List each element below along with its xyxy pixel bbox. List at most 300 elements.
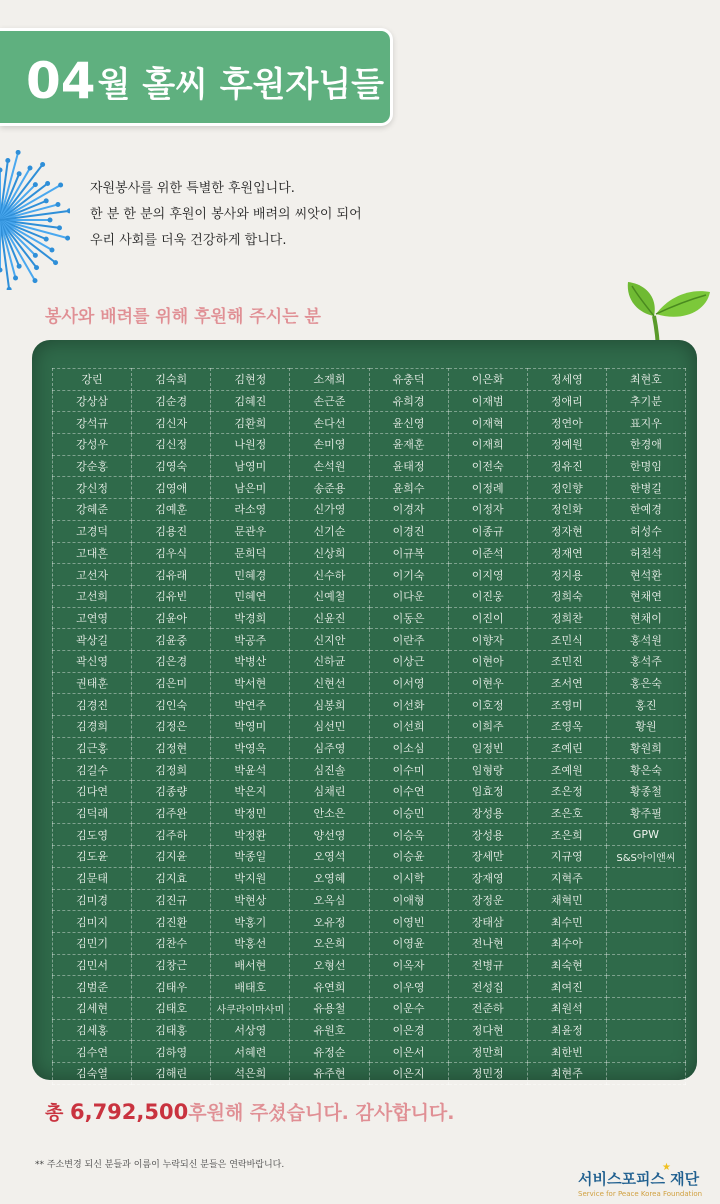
donor-name-cell: 김은미	[132, 672, 211, 694]
table-row	[53, 542, 686, 564]
donor-name-cell: 박경희	[211, 607, 290, 629]
donor-name-cell: 고연영	[53, 607, 132, 629]
donor-name-cell: 남영미	[211, 455, 290, 477]
donor-name-cell: 신하균	[290, 650, 369, 672]
table-row	[53, 1019, 686, 1041]
donor-name-cell: 홍은숙	[606, 672, 685, 694]
donor-name-cell: 심봉희	[290, 694, 369, 716]
table-row	[53, 369, 686, 391]
donor-name-cell: 유희경	[369, 390, 448, 412]
donor-name-cell: 김주완	[132, 802, 211, 824]
donor-name-cell: 장재영	[448, 867, 527, 889]
table-row	[53, 1063, 686, 1085]
donor-name-cell: 윤재훈	[369, 434, 448, 456]
logo-english-name: Service for Peace Korea Foundation	[578, 1190, 703, 1198]
table-row	[53, 607, 686, 629]
donor-name-cell	[606, 1019, 685, 1041]
table-row	[53, 499, 686, 521]
intro-line: 자원봉사를 위한 특별한 후원입니다.	[90, 181, 295, 196]
table-row	[53, 867, 686, 889]
donor-name-cell: 지혁주	[527, 867, 606, 889]
donor-name-cell: 배태호	[211, 976, 290, 998]
donor-name-cell: 석은희	[211, 1063, 290, 1085]
donor-name-cell: 정지용	[527, 564, 606, 586]
donor-name-cell: 정예원	[527, 434, 606, 456]
donor-name-cell: 이지영	[448, 564, 527, 586]
table-row	[53, 629, 686, 651]
donor-name-cell: 이승윤	[369, 846, 448, 868]
donor-name-cell: 박정민	[211, 802, 290, 824]
donor-name-cell: 황원	[606, 716, 685, 738]
donor-name-cell: 김윤아	[132, 607, 211, 629]
donor-name-cell: 신현선	[290, 672, 369, 694]
donor-name-cell: 정애리	[527, 390, 606, 412]
donor-name-cell: 정인향	[527, 477, 606, 499]
donor-name-cell: 한병길	[606, 477, 685, 499]
donor-name-cell: 김창근	[132, 954, 211, 976]
donor-name-cell: 임효정	[448, 781, 527, 803]
donor-name-cell: 김찬수	[132, 932, 211, 954]
donor-name-cell: 오영혜	[290, 867, 369, 889]
donor-name-cell: 이향자	[448, 629, 527, 651]
donor-name-cell	[606, 976, 685, 998]
page-title	[26, 52, 384, 110]
donor-name-cell: 지규영	[527, 846, 606, 868]
donor-name-cell: 정만희	[448, 1041, 527, 1063]
donor-name-cell: 오옥심	[290, 889, 369, 911]
donor-name-cell	[606, 1041, 685, 1063]
donor-name-cell: 안소은	[290, 802, 369, 824]
donor-name-cell: 정민정	[448, 1063, 527, 1085]
donor-name-cell: 박현상	[211, 889, 290, 911]
donor-name-cell: 박홍선	[211, 932, 290, 954]
donor-name-cell: 이현아	[448, 650, 527, 672]
donor-name-cell: 곽상길	[53, 629, 132, 651]
donor-name-cell	[606, 867, 685, 889]
donor-name-cell: 김신정	[132, 434, 211, 456]
donor-name-cell: 김환희	[211, 412, 290, 434]
donor-name-cell: 이정자	[448, 499, 527, 521]
donor-name-cell: 윤희수	[369, 477, 448, 499]
table-row	[53, 997, 686, 1019]
donor-name-cell: 조은정	[527, 781, 606, 803]
donor-name-cell: 최수민	[527, 911, 606, 933]
donor-name-cell: 김진환	[132, 911, 211, 933]
donor-name-cell: 정세영	[527, 369, 606, 391]
donor-name-cell: 임형랑	[448, 759, 527, 781]
donor-name-cell: 김민기	[53, 932, 132, 954]
donor-name-cell: 사쿠라이마사미	[211, 997, 290, 1019]
donor-name-cell: 심선민	[290, 716, 369, 738]
donor-name-cell: 박공주	[211, 629, 290, 651]
donor-name-cell: 황종철	[606, 781, 685, 803]
donor-name-cell	[606, 997, 685, 1019]
table-row	[53, 390, 686, 412]
donor-name-cell: 김숙열	[53, 1063, 132, 1085]
dandelion-seed-illustration	[0, 150, 70, 290]
donor-name-cell: 이영윤	[369, 932, 448, 954]
table-row	[53, 802, 686, 824]
donor-name-cell: 이란주	[369, 629, 448, 651]
donor-name-cell: 손근준	[290, 390, 369, 412]
donor-name-cell: 박영옥	[211, 737, 290, 759]
donor-name-cell: 표지우	[606, 412, 685, 434]
donor-name-cell: 한예경	[606, 499, 685, 521]
donor-name-cell: 유충덕	[369, 369, 448, 391]
donor-name-cell: 김정은	[132, 716, 211, 738]
donor-name-cell: 김순경	[132, 390, 211, 412]
donor-name-cell: 양선영	[290, 824, 369, 846]
donor-names-table	[52, 368, 686, 1085]
donor-name-cell: 장성용	[448, 824, 527, 846]
donor-name-cell: 김경희	[53, 716, 132, 738]
donor-name-cell: 강린	[53, 369, 132, 391]
donor-name-cell: 신윤진	[290, 607, 369, 629]
donor-name-cell: 박은지	[211, 781, 290, 803]
donor-name-cell: 이재범	[448, 390, 527, 412]
donor-name-cell: 손미영	[290, 434, 369, 456]
donor-name-cell: 김지효	[132, 867, 211, 889]
donor-name-cell: 유연희	[290, 976, 369, 998]
title-text: 월 홀씨 후원자님들	[97, 64, 385, 105]
foundation-logo	[578, 1162, 708, 1200]
donor-name-cell: 정재연	[527, 542, 606, 564]
donor-name-cell: 신기순	[290, 520, 369, 542]
donor-name-cell: 홍석주	[606, 650, 685, 672]
donor-name-cell: 최현주	[527, 1063, 606, 1085]
donor-name-cell: 조민진	[527, 650, 606, 672]
donor-name-cell: 배서현	[211, 954, 290, 976]
donor-name-cell: 김덕래	[53, 802, 132, 824]
table-row	[53, 716, 686, 738]
donor-name-cell: 나원정	[211, 434, 290, 456]
donor-name-cell: 김종량	[132, 781, 211, 803]
donor-name-cell: 박지원	[211, 867, 290, 889]
intro-paragraph	[90, 176, 362, 254]
donor-name-cell: 황주필	[606, 802, 685, 824]
donor-name-cell: 채혁민	[527, 889, 606, 911]
logo-name: 서비스포피스 재단	[578, 1170, 700, 1188]
donor-name-cell: 김해린	[132, 1063, 211, 1085]
donor-name-cell: 이옥자	[369, 954, 448, 976]
donor-name-cell: 김태호	[132, 997, 211, 1019]
donor-name-cell: 박홍기	[211, 911, 290, 933]
title-month-number: 04	[26, 52, 96, 110]
donor-name-cell: 이정례	[448, 477, 527, 499]
table-row	[53, 650, 686, 672]
donor-name-cell: 강성우	[53, 434, 132, 456]
table-row	[53, 954, 686, 976]
donor-name-cell: 최윤정	[527, 1019, 606, 1041]
donor-name-cell: 민혜연	[211, 585, 290, 607]
donor-name-cell: 조은호	[527, 802, 606, 824]
donor-name-cell: 정유진	[527, 455, 606, 477]
donor-name-cell: 정희찬	[527, 607, 606, 629]
donor-name-cell: 박종일	[211, 846, 290, 868]
donor-name-cell: 오유정	[290, 911, 369, 933]
donor-name-cell: 신지안	[290, 629, 369, 651]
donor-name-cell: 이상근	[369, 650, 448, 672]
donor-name-cell: 심채린	[290, 781, 369, 803]
donor-name-cell: 송준용	[290, 477, 369, 499]
donor-name-cell: 남은미	[211, 477, 290, 499]
donor-name-cell: 김문태	[53, 867, 132, 889]
donor-name-cell: 조영옥	[527, 716, 606, 738]
donor-name-cell: 이은경	[369, 1019, 448, 1041]
donor-name-cell: 이종규	[448, 520, 527, 542]
donor-name-cell: 조서연	[527, 672, 606, 694]
donor-name-cell: 황원희	[606, 737, 685, 759]
donor-name-cell: 김예훈	[132, 499, 211, 521]
donor-name-cell: 박정환	[211, 824, 290, 846]
donor-name-cell: 민혜경	[211, 564, 290, 586]
donor-name-cell: 추기분	[606, 390, 685, 412]
table-row	[53, 520, 686, 542]
donor-name-cell: 이준석	[448, 542, 527, 564]
donor-name-cell	[606, 932, 685, 954]
donor-name-cell: 이선희	[369, 716, 448, 738]
donor-name-cell: 박병산	[211, 650, 290, 672]
donor-name-cell: 김태홍	[132, 1019, 211, 1041]
donor-name-cell: 최수아	[527, 932, 606, 954]
donor-name-cell: 이동은	[369, 607, 448, 629]
donor-name-cell: 최한빈	[527, 1041, 606, 1063]
table-row	[53, 737, 686, 759]
donor-name-cell	[606, 889, 685, 911]
donor-name-cell: 이승민	[369, 802, 448, 824]
section-heading: 봉사와 배려를 위해 후원해 주시는 분	[45, 307, 321, 327]
donor-name-cell: 전준하	[448, 997, 527, 1019]
donor-name-cell: 이소심	[369, 737, 448, 759]
donor-name-cell: 김유빈	[132, 585, 211, 607]
donor-name-cell: 이애형	[369, 889, 448, 911]
donor-name-cell: 조영미	[527, 694, 606, 716]
donor-name-cell: 문관우	[211, 520, 290, 542]
donor-name-cell: 이진이	[448, 607, 527, 629]
donor-name-cell: 김도윤	[53, 846, 132, 868]
footnote: ** 주소변경 되신 분들과 이름이 누락되신 분들은 연락바랍니다.	[35, 1160, 285, 1170]
donor-name-cell	[606, 954, 685, 976]
table-row	[53, 976, 686, 998]
donor-name-cell: 김범준	[53, 976, 132, 998]
table-row	[53, 846, 686, 868]
donor-name-cell: 김진규	[132, 889, 211, 911]
intro-line: 우리 사회를 더욱 건강하게 합니다.	[90, 233, 287, 248]
donor-name-cell	[606, 1063, 685, 1085]
donor-name-cell: 이재희	[448, 434, 527, 456]
donor-name-cell: 최숙현	[527, 954, 606, 976]
donor-name-cell: 김정현	[132, 737, 211, 759]
donor-name-cell: 신예철	[290, 585, 369, 607]
donor-name-cell: 김세홍	[53, 1019, 132, 1041]
donor-name-cell: 손다선	[290, 412, 369, 434]
donor-name-cell: 이시학	[369, 867, 448, 889]
donor-name-cell: 김인숙	[132, 694, 211, 716]
donor-name-cell: 이호정	[448, 694, 527, 716]
donor-name-cell	[606, 911, 685, 933]
donor-name-cell: 이서영	[369, 672, 448, 694]
table-row	[53, 911, 686, 933]
donor-name-cell: 박연주	[211, 694, 290, 716]
donor-name-cell: 이희주	[448, 716, 527, 738]
donor-name-cell: 윤신영	[369, 412, 448, 434]
table-row	[53, 694, 686, 716]
donor-name-cell: 박영미	[211, 716, 290, 738]
donor-name-cell: 유원호	[290, 1019, 369, 1041]
donor-name-cell: 정다현	[448, 1019, 527, 1041]
donor-name-cell: 김정희	[132, 759, 211, 781]
donor-name-cell: 허천석	[606, 542, 685, 564]
donor-name-cell: 이재혁	[448, 412, 527, 434]
donor-name-cell: 오은희	[290, 932, 369, 954]
donor-name-cell: 김하영	[132, 1041, 211, 1063]
donor-name-cell: 이은서	[369, 1041, 448, 1063]
table-row	[53, 889, 686, 911]
table-row	[53, 1041, 686, 1063]
donor-name-cell: 이진웅	[448, 585, 527, 607]
donor-name-cell: 박윤석	[211, 759, 290, 781]
donor-name-cell: 유정순	[290, 1041, 369, 1063]
table-row	[53, 781, 686, 803]
table-row	[53, 564, 686, 586]
donor-name-cell: 이승옥	[369, 824, 448, 846]
donor-name-cell: 김우식	[132, 542, 211, 564]
donor-name-cell: 김영애	[132, 477, 211, 499]
donor-name-cell: 서상영	[211, 1019, 290, 1041]
donor-name-cell: 조은희	[527, 824, 606, 846]
donor-name-cell: 김도영	[53, 824, 132, 846]
intro-line: 한 분 한 분의 후원이 봉사와 배려의 씨앗이 되어	[90, 207, 362, 222]
donor-name-cell: 김은경	[132, 650, 211, 672]
donor-name-cell: 김민서	[53, 954, 132, 976]
donor-name-cell: 김유래	[132, 564, 211, 586]
donor-name-cell: 오형선	[290, 954, 369, 976]
donor-name-cell: 장태삼	[448, 911, 527, 933]
donor-name-cell: 김세현	[53, 997, 132, 1019]
donor-name-cell: 정자현	[527, 520, 606, 542]
donor-name-cell: 장정운	[448, 889, 527, 911]
donor-name-cell: 김윤중	[132, 629, 211, 651]
donor-name-cell: 이경진	[369, 520, 448, 542]
donor-name-cell: 이운수	[369, 997, 448, 1019]
donor-name-cell: 홍석원	[606, 629, 685, 651]
donor-name-cell: 권태훈	[53, 672, 132, 694]
donor-name-cell: 고선자	[53, 564, 132, 586]
donor-name-cell: 강신정	[53, 477, 132, 499]
donor-name-cell: 이수미	[369, 759, 448, 781]
donor-name-cell: 라소영	[211, 499, 290, 521]
donor-name-cell: 김숙희	[132, 369, 211, 391]
star-icon: ★	[662, 1162, 671, 1173]
table-row	[53, 585, 686, 607]
donor-name-cell: 정희숙	[527, 585, 606, 607]
donor-name-cell: 장성용	[448, 802, 527, 824]
donor-name-cell: 김신자	[132, 412, 211, 434]
donor-name-cell: 조예린	[527, 737, 606, 759]
table-row	[53, 412, 686, 434]
donor-name-cell: 심주영	[290, 737, 369, 759]
donor-name-cell: 김혜진	[211, 390, 290, 412]
donor-name-cell: 박서현	[211, 672, 290, 694]
donor-name-cell: 이기숙	[369, 564, 448, 586]
donor-name-cell: 이다운	[369, 585, 448, 607]
donor-name-cell: 허성수	[606, 520, 685, 542]
donor-name-cell: 소재희	[290, 369, 369, 391]
donor-name-cell: 전병규	[448, 954, 527, 976]
donor-name-cell: 김수연	[53, 1041, 132, 1063]
donor-name-cell: 유용철	[290, 997, 369, 1019]
donor-name-cell: 신수하	[290, 564, 369, 586]
donor-name-cell: 정연아	[527, 412, 606, 434]
donor-name-cell: 이현우	[448, 672, 527, 694]
donor-name-cell: 강혜준	[53, 499, 132, 521]
donor-name-cell: 홍진	[606, 694, 685, 716]
donor-name-cell: 황은숙	[606, 759, 685, 781]
donor-name-cell: 고선희	[53, 585, 132, 607]
donor-name-cell: 고경덕	[53, 520, 132, 542]
donor-name-cell: 강상삼	[53, 390, 132, 412]
donor-name-cell: 현채이	[606, 607, 685, 629]
donor-name-cell: 임정빈	[448, 737, 527, 759]
table-row	[53, 455, 686, 477]
donor-name-cell: 김미경	[53, 889, 132, 911]
donor-name-cell: 현석환	[606, 564, 685, 586]
donor-name-cell: 이선화	[369, 694, 448, 716]
donor-name-cell: 손석원	[290, 455, 369, 477]
table-row	[53, 672, 686, 694]
donor-name-cell: 고대흔	[53, 542, 132, 564]
donor-name-cell: 신가영	[290, 499, 369, 521]
donor-name-cell: 오영석	[290, 846, 369, 868]
donor-name-cell: 현채연	[606, 585, 685, 607]
donor-name-cell: 한명임	[606, 455, 685, 477]
donor-name-cell: 곽신영	[53, 650, 132, 672]
donor-name-cell: 김영숙	[132, 455, 211, 477]
donor-name-cell: 조민식	[527, 629, 606, 651]
donor-name-cell: 김경진	[53, 694, 132, 716]
donor-name-cell: 한경애	[606, 434, 685, 456]
donor-name-cell: 김다연	[53, 781, 132, 803]
total-prefix: 총	[45, 1102, 70, 1124]
donor-name-cell: 이우영	[369, 976, 448, 998]
donor-name-cell: 서혜련	[211, 1041, 290, 1063]
total-donation-line	[45, 1098, 455, 1125]
donor-name-cell: 이규복	[369, 542, 448, 564]
donor-name-cell: 문희덕	[211, 542, 290, 564]
donor-name-cell: 이수연	[369, 781, 448, 803]
donor-name-cell: 강순홍	[53, 455, 132, 477]
table-row	[53, 477, 686, 499]
donor-name-cell: 윤태정	[369, 455, 448, 477]
donor-name-cell: 강석규	[53, 412, 132, 434]
donor-name-cell: 김용진	[132, 520, 211, 542]
table-row	[53, 434, 686, 456]
donor-name-cell: 조예원	[527, 759, 606, 781]
donor-name-cell: 장세만	[448, 846, 527, 868]
donor-name-cell: 신상희	[290, 542, 369, 564]
donor-name-cell: 이영빈	[369, 911, 448, 933]
table-row	[53, 824, 686, 846]
donor-name-cell: 이전숙	[448, 455, 527, 477]
table-row	[53, 759, 686, 781]
donor-name-cell: 김현정	[211, 369, 290, 391]
donor-name-cell: 이은지	[369, 1063, 448, 1085]
donor-name-cell: 최원석	[527, 997, 606, 1019]
donor-name-cell: 최여진	[527, 976, 606, 998]
donor-name-cell: S&S아이앤씨	[606, 846, 685, 868]
donor-name-cell: 김주하	[132, 824, 211, 846]
total-amount: 6,792,500	[69, 1100, 189, 1124]
